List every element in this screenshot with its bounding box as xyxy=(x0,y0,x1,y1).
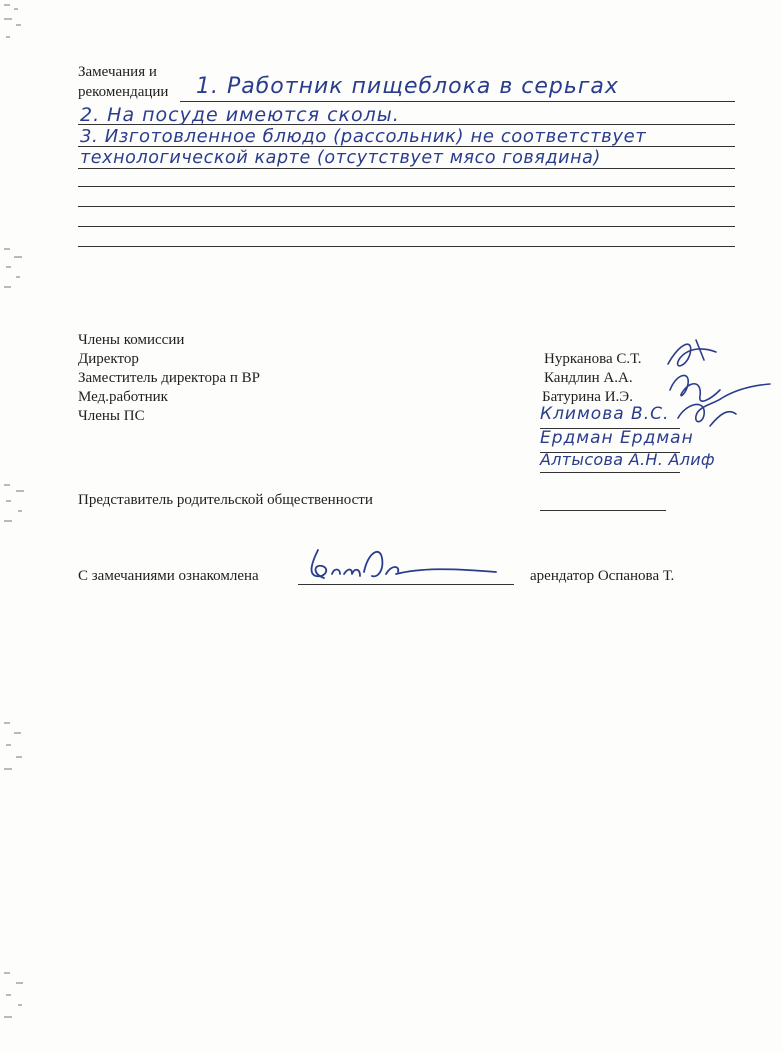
parents-label: Представитель родительской общественности xyxy=(78,492,373,508)
remark-handwritten-4: технологической карте (отсутствует мясо говядина) xyxy=(80,148,601,168)
scan-edge-marks xyxy=(0,0,40,1052)
remarks-line-6 xyxy=(78,206,735,207)
remarks-line-8 xyxy=(78,246,735,247)
acknowledgement-signature xyxy=(300,538,500,588)
remarks-label-line1: Замечания и xyxy=(78,64,157,80)
remarks-line-5 xyxy=(78,186,735,187)
ps-sign-line-3 xyxy=(540,472,680,473)
remark-handwritten-3: 3. Изготовленное блюдо (рассольник) не соответствует xyxy=(80,126,647,147)
parents-sign-line xyxy=(540,510,666,511)
remark-handwritten-1: 1. Работник пищеблока в серьгах xyxy=(196,74,619,99)
member-role-medic: Мед.работник xyxy=(78,389,168,405)
member-role-director: Директор xyxy=(78,351,139,367)
ps-handwritten-3: Алтысова А.Н. Алиф xyxy=(540,450,715,469)
commission-heading: Члены комиссии xyxy=(78,332,185,348)
remarks-line-1 xyxy=(180,101,735,102)
ps-handwritten-2: Ердман Ердман xyxy=(540,428,694,448)
remarks-line-7 xyxy=(78,226,735,227)
member-name-director: Нурканова С.Т. xyxy=(544,351,642,367)
member-signatures xyxy=(650,334,780,444)
remarks-label-line2: рекомендации xyxy=(78,84,169,100)
ps-label: Члены ПС xyxy=(78,408,145,424)
acknowledgement-label: С замечаниями ознакомлена xyxy=(78,568,259,584)
member-name-medic: Батурина И.Э. xyxy=(542,389,633,405)
remarks-line-4 xyxy=(78,168,735,169)
acknowledgement-role-name: арендатор Оспанова Т. xyxy=(530,568,675,584)
member-name-deputy: Кандлин А.А. xyxy=(544,370,633,386)
ps-handwritten-1: Климова В.С. xyxy=(540,404,670,424)
member-role-deputy: Заместитель директора п ВР xyxy=(78,370,261,386)
remark-handwritten-2: 2. На посуде имеются сколы. xyxy=(80,104,400,126)
